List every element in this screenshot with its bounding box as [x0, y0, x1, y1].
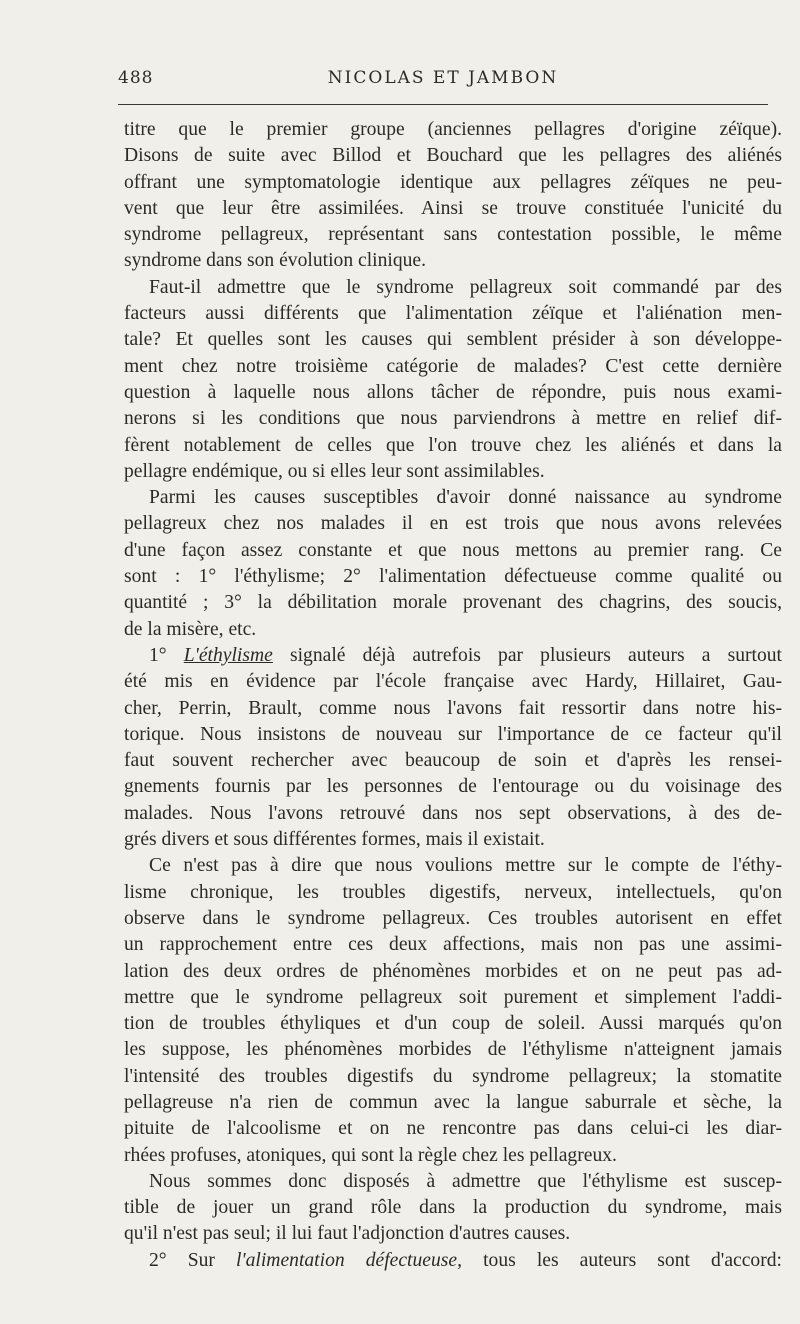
- text-line: [124, 433, 782, 459]
- line-text: gnements fournis par les personnes de l'entourage ou du voisinage des: [124, 776, 782, 798]
- line-text: Nous sommes donc disposés à admettre que l'éthylisme est suscep-: [149, 1170, 782, 1192]
- text-line: [124, 643, 782, 669]
- text-line: [124, 1143, 782, 1169]
- text-line: [124, 117, 782, 143]
- line-prefix: 1°: [149, 644, 184, 666]
- text-line: [124, 985, 782, 1011]
- line-text: pellagreux chez nos malades il en est trois que nous avons relevées: [124, 513, 782, 535]
- text-line: [124, 1064, 782, 1090]
- text-line: [124, 1037, 782, 1063]
- text-line: [124, 590, 782, 616]
- line-text: pellagre endémique, ou si elles leur sont assimilables.: [124, 460, 545, 482]
- text-line: [124, 669, 782, 695]
- text-line: [124, 511, 782, 537]
- line-text: qu'il n'est pas seul; il lui faut l'adjonction d'autres causes.: [124, 1223, 571, 1245]
- running-title: NICOLAS ET JAMBON: [327, 68, 559, 88]
- line-text: facteurs aussi différents que l'alimentation zéïque et l'aliénation men-: [124, 303, 782, 325]
- line-text: ment chez notre troisième catégorie de malades? C'est cette dernière: [124, 355, 782, 377]
- text-line: [124, 959, 782, 985]
- italic-term: L'éthylisme: [183, 644, 273, 666]
- line-text: été mis en évidence par l'école française avec Hardy, Hillairet, Gau-: [124, 671, 782, 693]
- line-text: sont : 1° l'éthylisme; 2° l'alimentation défectueuse comme qualité ou: [124, 566, 782, 588]
- text-line: [124, 1011, 782, 1037]
- line-text: fèrent notablement de celles que l'on trouve chez les aliénés et dans la: [124, 434, 782, 456]
- text-line: [124, 354, 782, 380]
- text-line: [124, 932, 782, 958]
- line-text: faut souvent rechercher avec beaucoup de soin et d'après les rensei-: [124, 750, 782, 772]
- line-text: tible de jouer un grand rôle dans la production du syndrome, mais: [124, 1197, 782, 1219]
- text-line: [124, 485, 782, 511]
- line-text: d'une façon assez constante et que nous mettons au premier rang. Ce: [124, 539, 782, 561]
- text-line: [124, 617, 782, 643]
- line-text: tale? Et quelles sont les causes qui semblent présider à son développe-: [124, 329, 782, 351]
- text-line: [124, 880, 782, 906]
- line-text: malades. Nous l'avons retrouvé dans nos sept observations, à des de-: [124, 802, 782, 824]
- line-text: nerons si les conditions que nous parviendrons à mettre en relief dif-: [124, 408, 782, 430]
- text-line: [124, 1221, 782, 1247]
- line-text: tion de troubles éthyliques et d'un coup de soleil. Aussi marqués qu'on: [124, 1013, 782, 1035]
- line-text: un rapprochement entre ces deux affections, mais non pas une assimi-: [124, 934, 782, 956]
- text-line: [124, 696, 782, 722]
- text-line: [124, 774, 782, 800]
- text-line: [124, 406, 782, 432]
- line-text: mettre que le syndrome pellagreux soit purement et simplement l'addi-: [124, 986, 782, 1008]
- line-prefix: 2° Sur: [149, 1249, 236, 1271]
- line-text: offrant une symptomatologie identique aux pellagres zéïques ne peu-: [124, 171, 782, 193]
- header-rule: [118, 104, 768, 105]
- text-line: [124, 564, 782, 590]
- text-line: [124, 801, 782, 827]
- text-line: [124, 380, 782, 406]
- line-text: torique. Nous insistons de nouveau sur l'importance de ce facteur qu'il: [124, 723, 782, 745]
- text-line: [124, 301, 782, 327]
- line-text: rhées profuses, atoniques, qui sont la règle chez les pellagreux.: [124, 1144, 617, 1166]
- line-text: lation des deux ordres de phénomènes morbides et on ne peut pas ad-: [124, 960, 782, 982]
- line-text: titre que le premier groupe (anciennes pellagres d'origine zéïque).: [124, 119, 782, 140]
- line-text: quantité ; 3° la débilitation morale provenant des chagrins, des soucis,: [124, 592, 782, 614]
- line-text: l'intensité des troubles digestifs du syndrome pellagreux; la stomatite: [124, 1065, 782, 1087]
- text-line: [124, 853, 782, 879]
- text-line: [124, 170, 782, 196]
- italic-term: l'alimentation défectueuse,: [235, 1249, 463, 1271]
- text-line: [124, 906, 782, 932]
- line-text: cher, Perrin, Brault, comme nous l'avons fait ressortir dans notre his-: [124, 697, 782, 719]
- line-text: tous les auteurs sont d'accord:: [462, 1249, 782, 1271]
- text-line: [124, 1248, 782, 1274]
- text-line: [124, 1169, 782, 1195]
- text-line: [124, 1090, 782, 1116]
- text-line: [124, 722, 782, 748]
- line-text: pellagreuse n'a rien de commun avec la langue saburrale et sèche, la: [124, 1091, 782, 1113]
- page-number: 488: [118, 68, 154, 88]
- line-text: les suppose, les phénomènes morbides de l'éthylisme n'atteignent jamais: [124, 1039, 782, 1061]
- line-text: observe dans le syndrome pellagreux. Ces troubles autorisent en effet: [124, 907, 782, 929]
- text-line: [124, 459, 782, 485]
- line-text: Disons de suite avec Billod et Bouchard que les pellagres des aliénés: [124, 145, 782, 167]
- line-text: syndrome pellagreux, représentant sans contestation possible, le même: [124, 224, 782, 246]
- text-line: [124, 327, 782, 353]
- text-line: [124, 143, 782, 169]
- body-text: [124, 117, 782, 1274]
- line-text: de la misère, etc.: [124, 618, 257, 640]
- text-line: [124, 1195, 782, 1221]
- line-text: Faut-il admettre que le syndrome pellagreux soit commandé par des: [149, 276, 782, 298]
- line-text: grés divers et sous différentes formes, mais il existait.: [124, 829, 545, 851]
- line-text: pituite de l'alcoolisme et on ne rencontre pas dans celui-ci les diar-: [124, 1118, 782, 1140]
- text-line: [124, 827, 782, 853]
- line-text: Parmi les causes susceptibles d'avoir donné naissance au syndrome: [149, 487, 782, 509]
- line-text: Ce n'est pas à dire que nous voulions mettre sur le compte de l'éthy-: [149, 855, 782, 877]
- text-line: [124, 248, 782, 274]
- text-line: [124, 275, 782, 301]
- line-text: signalé déjà autrefois par plusieurs auteurs a surtout: [272, 644, 782, 666]
- line-text: lisme chronique, les troubles digestifs, nerveux, intellectuels, qu'on: [124, 881, 782, 903]
- text-line: [124, 748, 782, 774]
- text-line: [124, 222, 782, 248]
- running-header: [118, 68, 768, 96]
- text-line: [124, 1116, 782, 1142]
- line-text: syndrome dans son évolution clinique.: [124, 250, 427, 272]
- text-line: [124, 538, 782, 564]
- text-line: [124, 196, 782, 222]
- line-text: question à laquelle nous allons tâcher de répondre, puis nous exami-: [124, 381, 782, 403]
- line-text: vent que leur être assimilées. Ainsi se trouve constituée l'unicité du: [124, 197, 782, 219]
